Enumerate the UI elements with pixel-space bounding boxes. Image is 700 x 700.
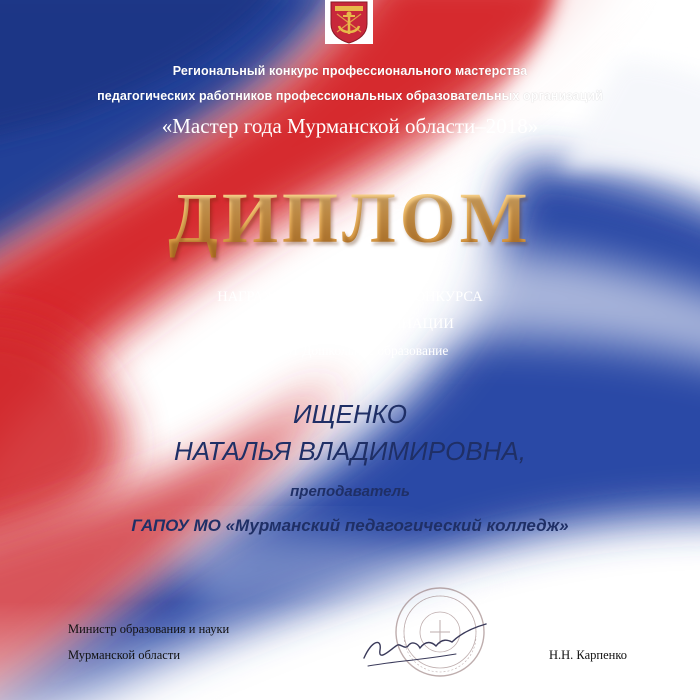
minister-title-line2: Мурманской области xyxy=(68,648,181,662)
contest-header-line1: Региональный конкурс профессионального мастерства xyxy=(172,64,528,78)
recipient-organization: ГАПОУ МО «Мурманский педагогический колледж» xyxy=(131,516,569,535)
handwritten-signature xyxy=(364,624,486,658)
murmansk-coat-of-arms-icon xyxy=(325,0,373,44)
minister-title-line1: Министр образования и науки xyxy=(68,622,230,636)
contest-name: «Мастер года Мурманской области–2018» xyxy=(161,114,539,138)
recipient-position: преподаватель xyxy=(290,483,410,500)
award-line1: НАГРАЖДАЕТСЯ ЛАУРЕАТ КОНКУРСА xyxy=(217,289,483,305)
diploma-title: ДИПЛОМ xyxy=(0,178,700,258)
official-seal-stamp xyxy=(360,580,500,690)
signer-name: Н.Н. Карпенко xyxy=(549,648,628,662)
award-line2: ПОБЕДИТЕЛЬ В НОМИНАЦИИ xyxy=(246,316,454,332)
recipient-surname: ИЩЕНКО xyxy=(293,399,407,429)
recipient-given-names: НАТАЛЬЯ ВЛАДИМИРОВНА, xyxy=(173,436,527,466)
nomination: 44.02.01 Дошкольное образование xyxy=(251,343,449,358)
contest-header-line2: педагогических работников профессиональных образовательных организаций xyxy=(97,89,603,103)
